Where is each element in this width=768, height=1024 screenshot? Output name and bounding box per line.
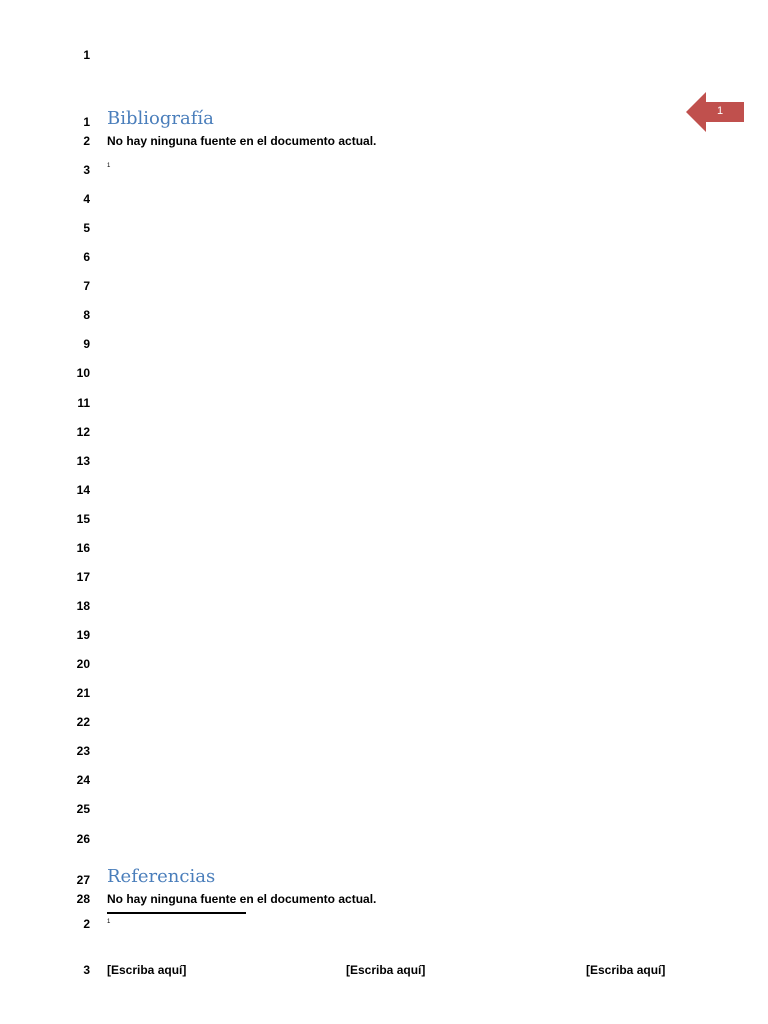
line-number: 24 (76, 773, 90, 787)
line-number: 17 (76, 570, 90, 584)
line-number: 14 (76, 483, 90, 497)
bibliography-message: No hay ninguna fuente en el documento actual. (107, 134, 377, 148)
bibliography-heading: Bibliografía (107, 108, 214, 129)
line-number: 19 (76, 628, 90, 642)
footnote-separator (107, 912, 246, 914)
line-number: 5 (83, 221, 90, 235)
line-number: 9 (83, 337, 90, 351)
line-number: 3 (83, 163, 90, 177)
footnote-line-number: 2 (83, 917, 90, 931)
line-number: 8 (83, 308, 90, 322)
footnote-mark: 1 (107, 919, 111, 925)
line-number: 11 (77, 396, 90, 410)
line-number: 10 (76, 366, 90, 380)
line-number: 2 (83, 134, 90, 148)
line-number: 16 (76, 541, 90, 555)
line-number: 21 (76, 686, 90, 700)
line-number: 15 (76, 512, 90, 526)
line-number: 7 (83, 279, 90, 293)
footer-left-placeholder[interactable]: [Escriba aquí] (107, 963, 187, 977)
line-number: 22 (76, 715, 90, 729)
footer-line-number: 3 (83, 963, 90, 977)
line-number: 28 (76, 892, 90, 906)
references-heading: Referencias (107, 866, 216, 887)
footnote-reference: 1 (107, 163, 111, 169)
line-number: 4 (83, 192, 90, 206)
header-line-number: 1 (83, 48, 90, 62)
footer-right-placeholder[interactable]: [Escriba aquí] (586, 963, 666, 977)
references-message: No hay ninguna fuente en el documento actual. (107, 892, 377, 906)
line-number: 23 (76, 744, 90, 758)
comment-marker-label: 1 (716, 105, 724, 117)
line-number: 12 (76, 425, 90, 439)
footer-center-placeholder[interactable]: [Escriba aquí] (346, 963, 426, 977)
line-number: 13 (76, 454, 90, 468)
line-number: 27 (76, 873, 90, 887)
line-number: 26 (76, 832, 90, 846)
line-number: 18 (76, 599, 90, 613)
line-number: 25 (76, 802, 90, 816)
line-number: 6 (83, 250, 90, 264)
line-number: 20 (76, 657, 90, 671)
line-number: 1 (83, 115, 90, 129)
